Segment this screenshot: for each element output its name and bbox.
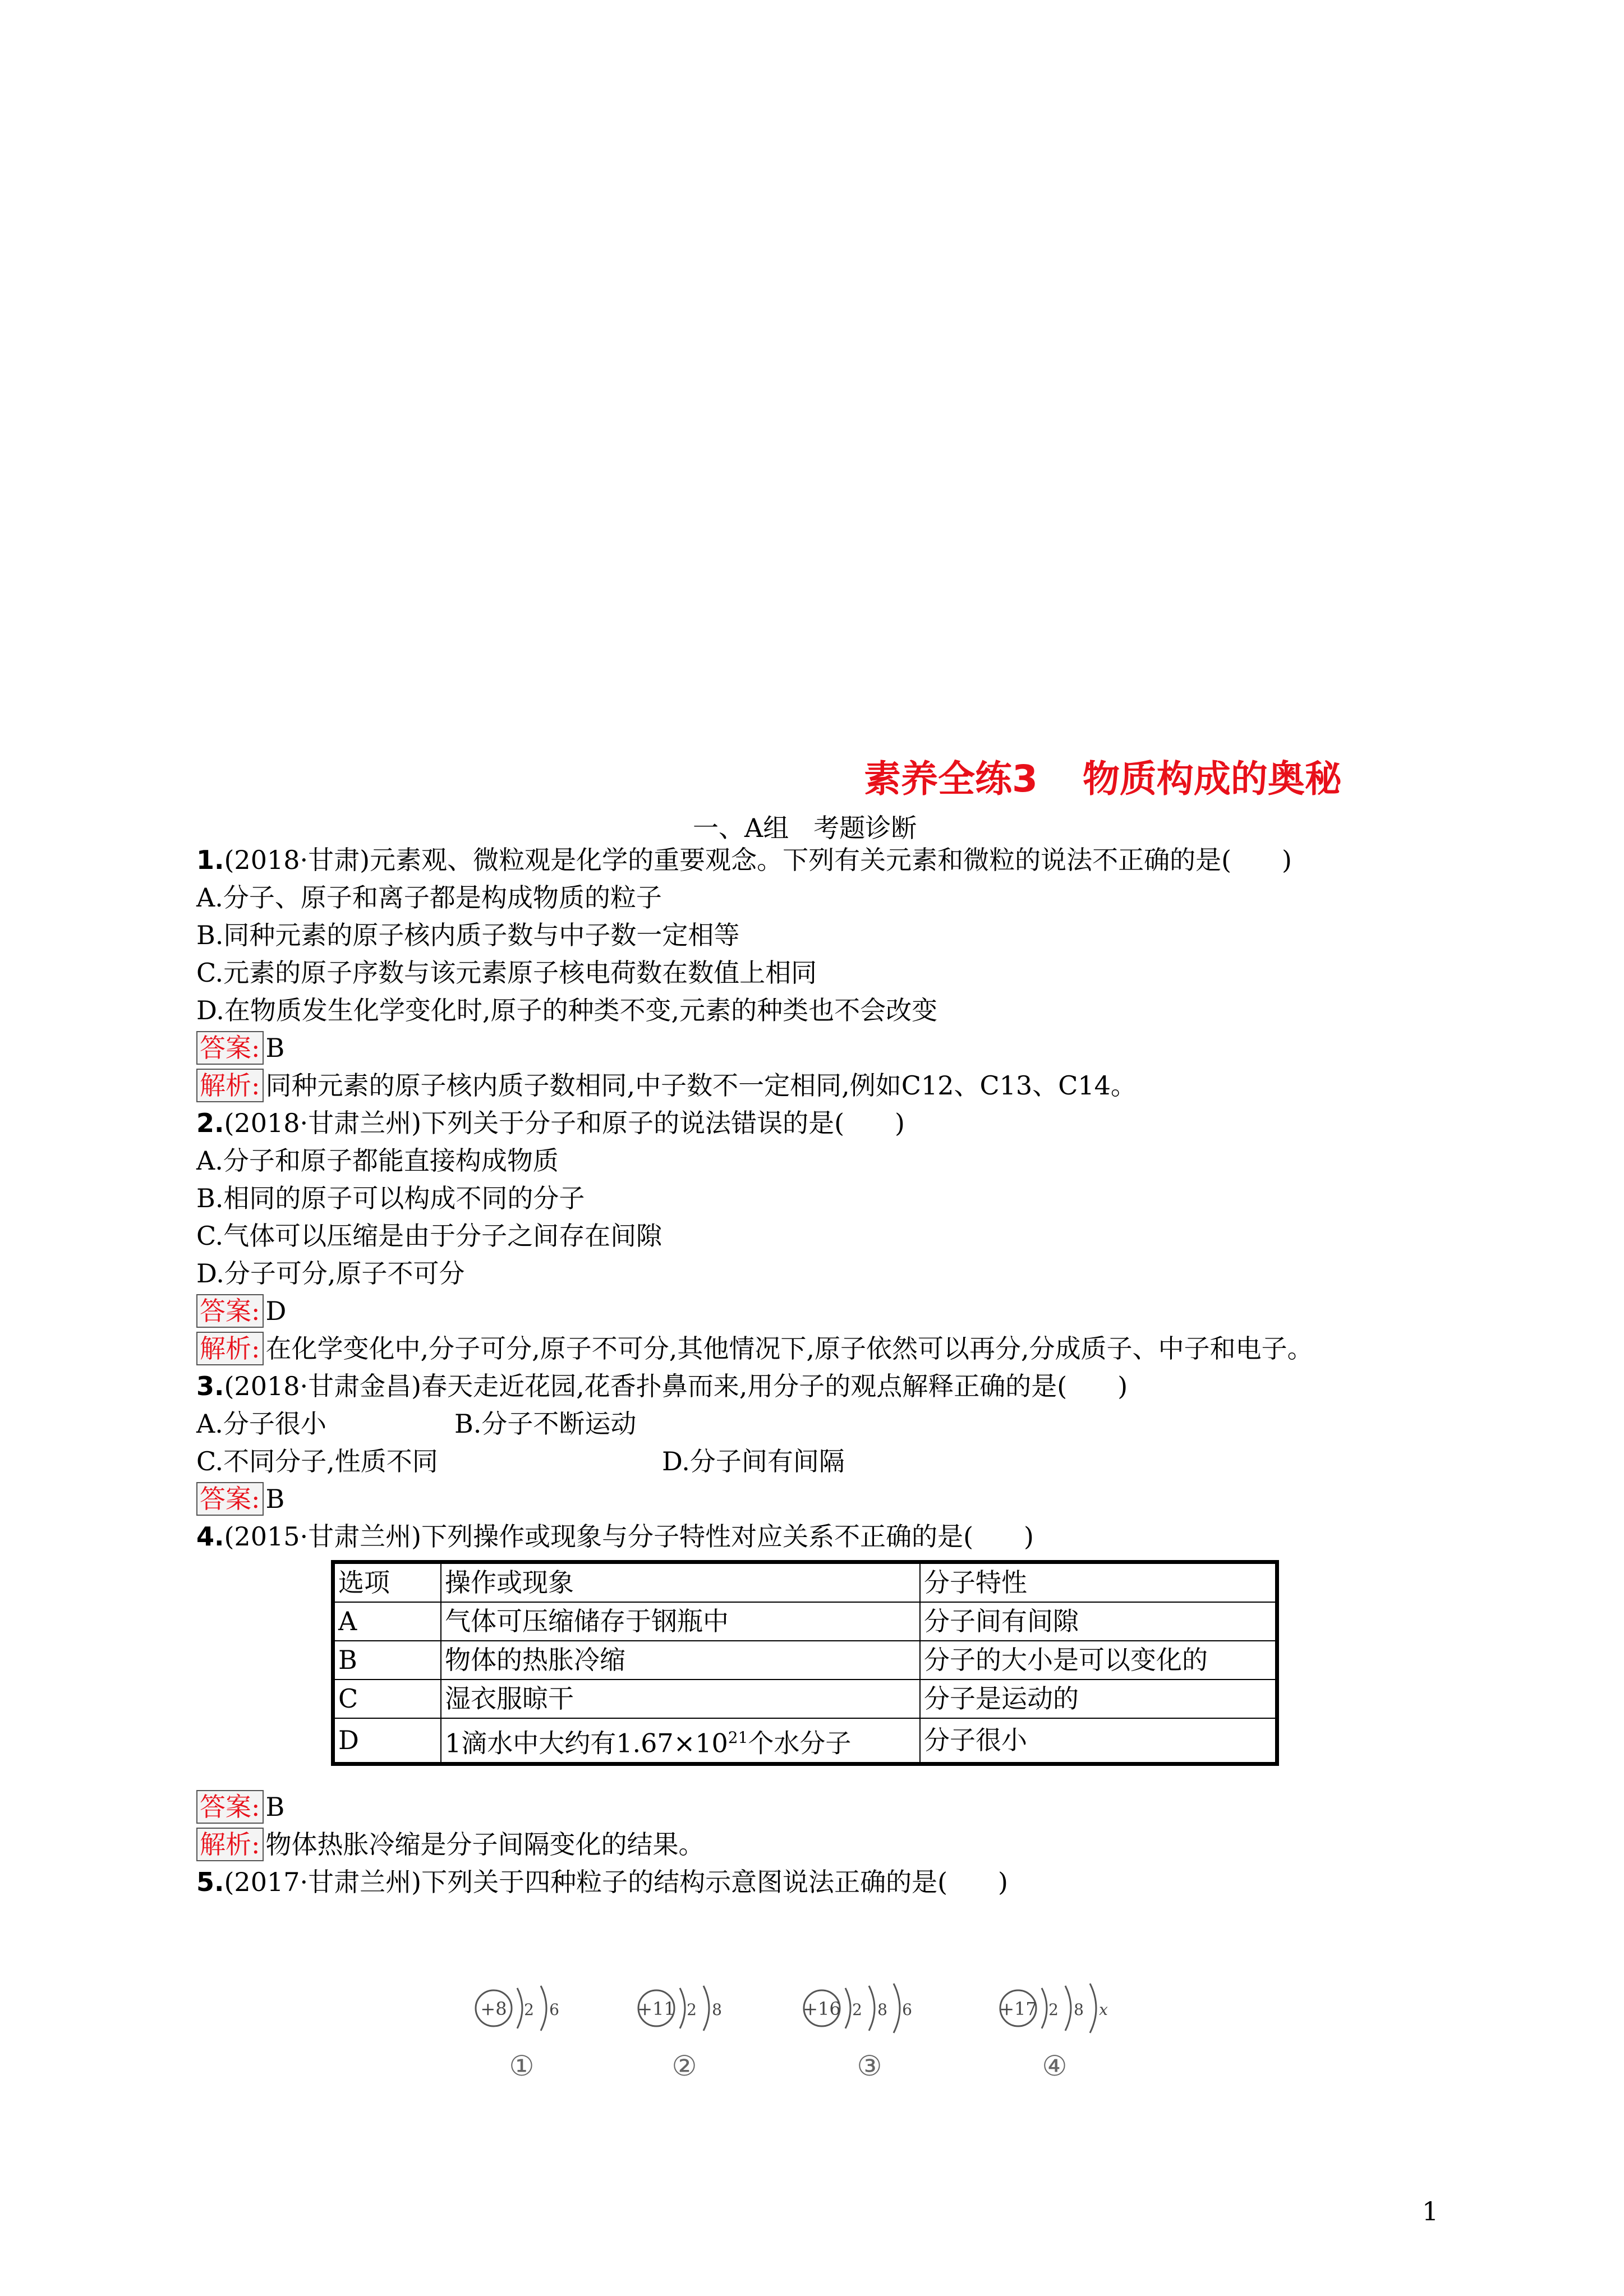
electron-shell-arc <box>869 1986 875 2031</box>
table-cell: 气体可压缩储存于钢瓶中 <box>441 1602 920 1641</box>
electron-shell-arc <box>894 1984 900 2033</box>
answer-label: 答案: <box>196 1031 264 1065</box>
page-number: 1 <box>1422 2196 1439 2226</box>
electron-shell-arc <box>845 1988 850 2028</box>
table-cell: C <box>333 1680 441 1718</box>
electron-shell-arc <box>1042 1988 1047 2028</box>
particle-2 <box>637 1986 722 2082</box>
table-cell: B <box>333 1641 441 1680</box>
question-3-options-row-1 <box>196 1405 1481 1443</box>
page-title <box>864 749 1342 802</box>
particle-3 <box>803 1984 912 2082</box>
particle-label: ① <box>509 2050 535 2082</box>
question-1-analysis: 解析: 同种元素的原子核内质子数相同,中子数不一定相同,例如C12、C13、C14。 <box>196 1067 1481 1105</box>
table-cell: 1滴水中大约有$1.67\times 10^{21}$个水分子 <box>441 1718 920 1764</box>
question-3-options-row-2 <box>196 1443 1481 1480</box>
particle-label: ③ <box>857 2050 882 2082</box>
answer-label: 答案: <box>196 1294 264 1328</box>
shell-electrons: 8 <box>712 2000 722 2019</box>
shell-electrons: 6 <box>902 2000 912 2019</box>
question-3-option-b: B.分子不断运动 <box>454 1409 637 1439</box>
shell-electrons: 8 <box>1074 2000 1084 2019</box>
table-cell: D <box>333 1718 441 1764</box>
nucleus-charge: +17 <box>999 1998 1037 2019</box>
shell-electrons: 2 <box>852 2000 862 2019</box>
electron-shell-arc <box>703 1986 709 2031</box>
answer-label: 答案: <box>196 1482 264 1516</box>
nucleus-charge: +8 <box>480 1998 507 2019</box>
question-2-option-d: D.分子可分,原子不可分 <box>196 1258 465 1289</box>
electron-shell-arc <box>680 1988 685 2028</box>
title-topic: 物质构成的奥秘 <box>1082 757 1342 800</box>
table-row <box>333 1718 1277 1764</box>
table-cell: 分子的大小是可以变化的 <box>920 1641 1277 1680</box>
electron-shell-arc <box>541 1986 546 2031</box>
question-1-answer: 答案: B <box>196 1029 1481 1067</box>
table-header-row <box>333 1562 1277 1603</box>
particle-1 <box>476 1986 559 2082</box>
question-1-option-c: C.元素的原子序数与该元素原子核电荷数在数值上相同 <box>196 958 817 988</box>
shell-electrons: x <box>1099 2000 1108 2019</box>
table-row <box>333 1641 1277 1680</box>
table-cell: 分子是运动的 <box>920 1680 1277 1718</box>
questions <box>196 841 1481 1901</box>
table-cell: 物体的热胀冷缩 <box>441 1641 920 1680</box>
question-2-option-a: A.分子和原子都能直接构成物质 <box>196 1145 559 1176</box>
nucleus-charge: +11 <box>637 1998 675 2019</box>
table-cell: A <box>333 1602 441 1641</box>
section-name: 考题诊断 <box>813 813 917 843</box>
question-3-option-a: A.分子很小 <box>196 1409 326 1439</box>
question-3-stem: 3.(2018·甘肃金昌)春天走近花园,花香扑鼻而来,用分子的观点解释正确的是( ) <box>196 1371 1128 1401</box>
electron-shell-arc <box>1090 1984 1096 2033</box>
table-header-cell: 选项 <box>333 1562 441 1603</box>
particle-structure-diagrams <box>471 1980 1172 2092</box>
table-row <box>333 1680 1277 1718</box>
electron-shell-arc <box>1065 1986 1071 2031</box>
question-2-option-c: C.气体可以压缩是由于分子之间存在间隙 <box>196 1221 663 1251</box>
question-3-option-c: C.不同分子,性质不同 <box>196 1446 438 1476</box>
question-2-answer: 答案: D <box>196 1292 1481 1330</box>
question-2-stem: 2.(2018·甘肃兰州)下列关于分子和原子的说法错误的是( ) <box>196 1108 905 1138</box>
question-2-option-b: B.相同的原子可以构成不同的分子 <box>196 1183 585 1213</box>
shell-electrons: 2 <box>524 2000 534 2019</box>
question-1-option-a: A.分子、原子和离子都是构成物质的粒子 <box>196 882 662 913</box>
analysis-label: 解析: <box>196 1828 264 1861</box>
question-1-stem: 1.(2018·甘肃)元素观、微粒观是化学的重要观念。下列有关元素和微粒的说法不正确的是( ) <box>196 845 1292 875</box>
section-group: 一、A组 <box>693 813 789 843</box>
question-4-answer: 答案: B <box>196 1788 1481 1826</box>
question-1-option-b: B.同种元素的原子核内质子数与中子数一定相等 <box>196 920 740 950</box>
question-4-stem: 4.(2015·甘肃兰州)下列操作或现象与分子特性对应关系不正确的是( ) <box>196 1521 1034 1552</box>
question-4-analysis: 解析: 物体热胀冷缩是分子间隔变化的结果。 <box>196 1826 1481 1864</box>
question-4-table <box>331 1560 1279 1766</box>
particle-4 <box>999 1984 1108 2082</box>
table-header-cell: 分子特性 <box>920 1562 1277 1603</box>
analysis-label: 解析: <box>196 1332 264 1365</box>
question-5-stem: 5.(2017·甘肃兰州)下列关于四种粒子的结构示意图说法正确的是( ) <box>196 1867 1008 1898</box>
question-3-answer: 答案: B <box>196 1480 1481 1518</box>
shell-electrons: 8 <box>877 2000 887 2019</box>
question-1-option-d: D.在物质发生化学变化时,原子的种类不变,元素的种类也不会改变 <box>196 995 938 1025</box>
nucleus-charge: +16 <box>803 1998 841 2019</box>
particle-label: ② <box>671 2050 697 2082</box>
analysis-label: 解析: <box>196 1069 264 1102</box>
table-cell: 分子很小 <box>920 1718 1277 1764</box>
table-header-cell: 操作或现象 <box>441 1562 920 1603</box>
electron-shell-arc <box>517 1988 522 2028</box>
section-heading <box>693 808 917 845</box>
table-cell: 分子间有间隙 <box>920 1602 1277 1641</box>
question-3-option-d: D.分子间有间隔 <box>662 1446 845 1476</box>
shell-electrons: 6 <box>549 2000 559 2019</box>
table-row <box>333 1602 1277 1641</box>
shell-electrons: 2 <box>1048 2000 1059 2019</box>
question-2-analysis: 解析: 在化学变化中,分子可分,原子不可分,其他情况下,原子依然可以再分,分成质子、中子和电子。 <box>196 1330 1430 1368</box>
particle-label: ④ <box>1042 2050 1068 2082</box>
shell-electrons: 2 <box>687 2000 697 2019</box>
table-cell: 湿衣服晾干 <box>441 1680 920 1718</box>
title-main: 素养全练3 <box>864 757 1038 800</box>
answer-label: 答案: <box>196 1790 264 1824</box>
